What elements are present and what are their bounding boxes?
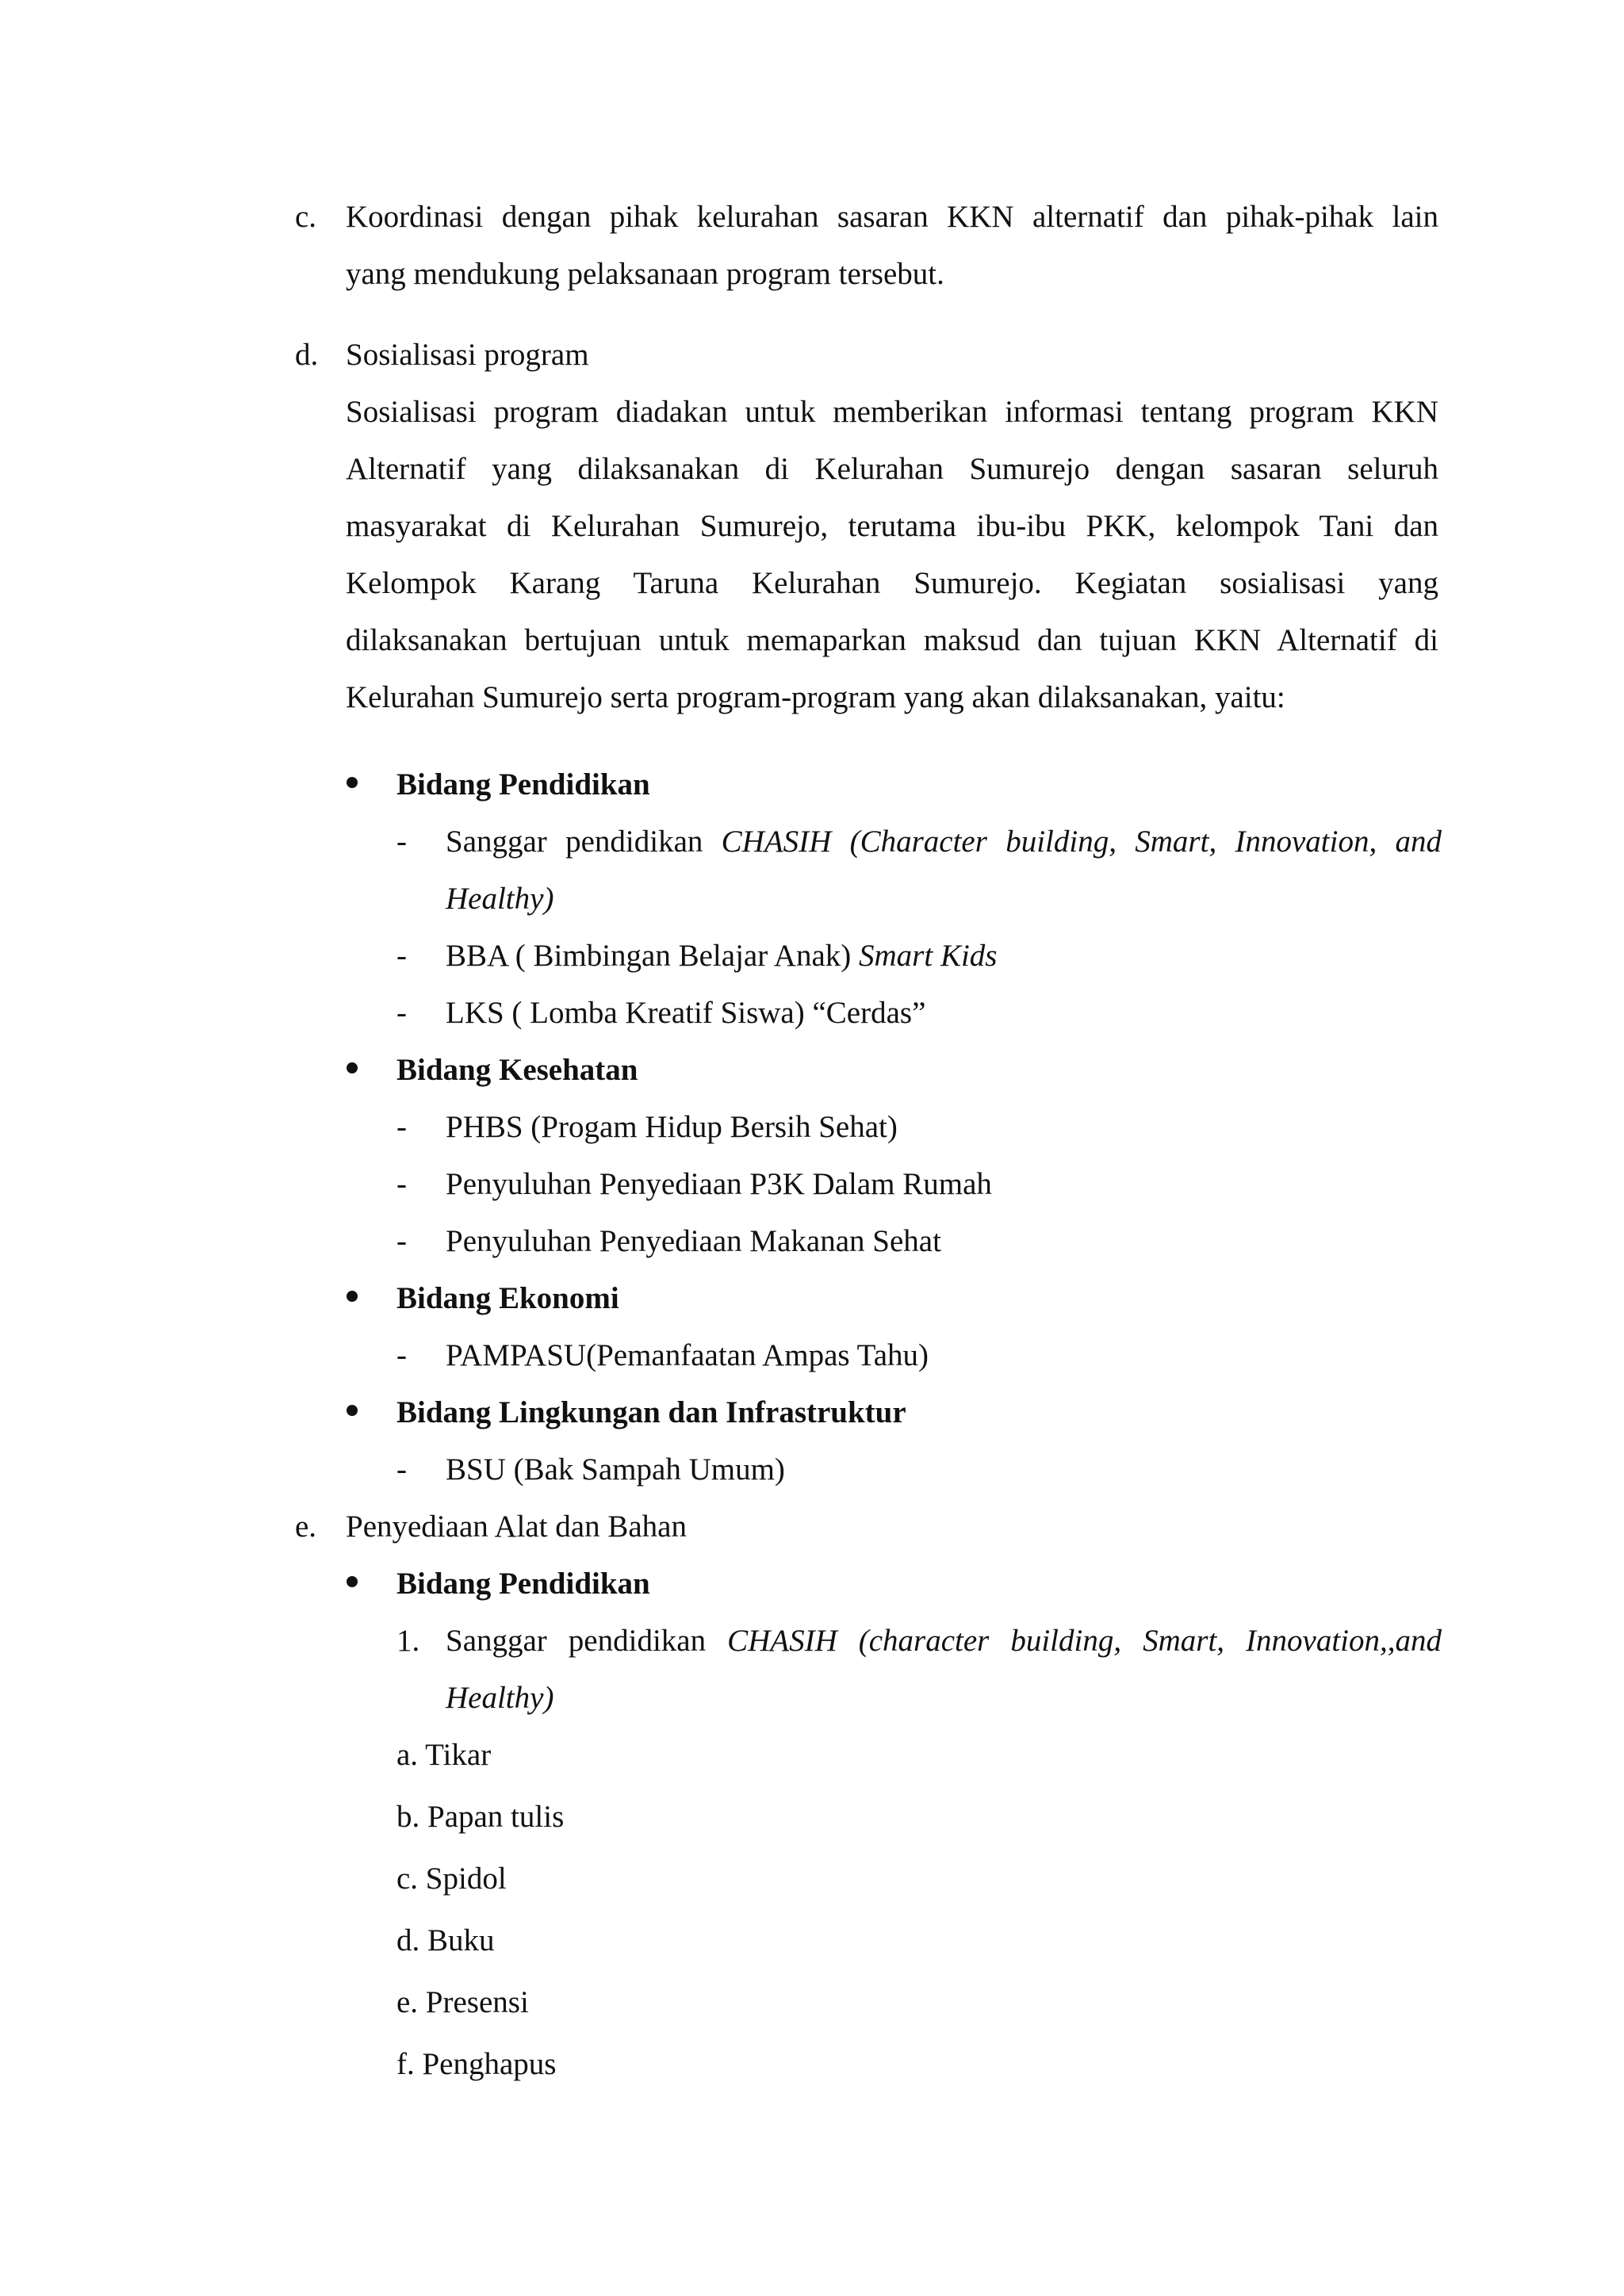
item-e-heading: Penyediaan Alat dan Bahan	[346, 1510, 687, 1544]
section-title-pendidikan-e: Bidang Pendidikan	[396, 1567, 650, 1601]
material-item: a. Tikar	[396, 1738, 492, 1772]
bullet-icon	[347, 777, 358, 788]
item-d-para-line: Kelurahan Sumurejo serta program-program yang akan dilaksanakan, yaitu:	[346, 680, 1285, 714]
item-d-para-line: masyarakat di Kelurahan Sumurejo, terutama ibu-ibu PKK, kelompok Tani dan	[346, 509, 1438, 543]
list-item-lks: LKS ( Lomba Kreatif Siswa) “Cerdas”	[446, 996, 926, 1030]
dash-marker: -	[396, 1338, 407, 1372]
section-title-kesehatan: Bidang Kesehatan	[396, 1053, 638, 1087]
material-item: d. Buku	[396, 1923, 495, 1957]
list-item-phbs: PHBS (Progam Hidup Bersih Sehat)	[446, 1110, 898, 1144]
dash-marker: -	[396, 1452, 407, 1487]
list-item-makanan: Penyuluhan Penyediaan Makanan Sehat	[446, 1224, 941, 1258]
bullet-icon	[347, 1291, 358, 1302]
numbered-item-chasih-cont: Healthy)	[446, 1681, 554, 1715]
dash-marker: -	[396, 1167, 407, 1201]
item-c-line1: Koordinasi dengan pihak kelurahan sasaran KKN alternatif dan pihak-pihak lain	[346, 200, 1438, 234]
list-item-p3k: Penyuluhan Penyediaan P3K Dalam Rumah	[446, 1167, 992, 1201]
item-c-marker: c.	[295, 200, 317, 234]
bullet-icon	[347, 1405, 358, 1416]
list-item-pampasu: PAMPASU(Pemanfaatan Ampas Tahu)	[446, 1338, 929, 1372]
dash-marker: -	[396, 939, 407, 973]
list-item-chasih-cont: Healthy)	[446, 882, 554, 916]
dash-marker: -	[396, 996, 407, 1030]
section-title-lingkungan: Bidang Lingkungan dan Infrastruktur	[396, 1395, 906, 1429]
dash-marker: -	[396, 1224, 407, 1258]
item-c-line2: yang mendukung pelaksanaan program tersebut.	[346, 257, 944, 291]
item-d-para-line: dilaksanakan bertujuan untuk memaparkan maksud dan tujuan KKN Alternatif di	[346, 623, 1438, 657]
dash-marker: -	[396, 1110, 407, 1144]
material-item: b. Papan tulis	[396, 1800, 565, 1834]
list-item-bba: BBA ( Bimbingan Belajar Anak) Smart Kids	[446, 939, 998, 973]
numbered-item-chasih: Sanggar pendidikan CHASIH (character building, Smart, Innovation,,and	[446, 1624, 1442, 1658]
numbered-marker: 1.	[396, 1624, 420, 1658]
bullet-icon	[347, 1062, 358, 1073]
item-d-para-line: Sosialisasi program diadakan untuk memberikan informasi tentang program KKN	[346, 395, 1438, 429]
list-item-chasih: Sanggar pendidikan CHASIH (Character building, Smart, Innovation, and	[446, 825, 1442, 859]
section-title-pendidikan: Bidang Pendidikan	[396, 767, 650, 802]
material-item: c. Spidol	[396, 1862, 507, 1896]
material-item: f. Penghapus	[396, 2047, 557, 2081]
item-d-heading: Sosialisasi program	[346, 338, 589, 372]
item-e-marker: e.	[295, 1510, 317, 1544]
list-item-bsu: BSU (Bak Sampah Umum)	[446, 1452, 785, 1487]
item-d-marker: d.	[295, 338, 319, 372]
material-item: e. Presensi	[396, 1985, 529, 2019]
item-d-para-line: Kelompok Karang Taruna Kelurahan Sumurejo. Kegiatan sosialisasi yang	[346, 566, 1438, 600]
bullet-icon	[347, 1576, 358, 1587]
item-d-para-line: Alternatif yang dilaksanakan di Kelurahan Sumurejo dengan sasaran seluruh	[346, 452, 1438, 486]
section-title-ekonomi: Bidang Ekonomi	[396, 1281, 619, 1315]
dash-marker: -	[396, 825, 407, 859]
